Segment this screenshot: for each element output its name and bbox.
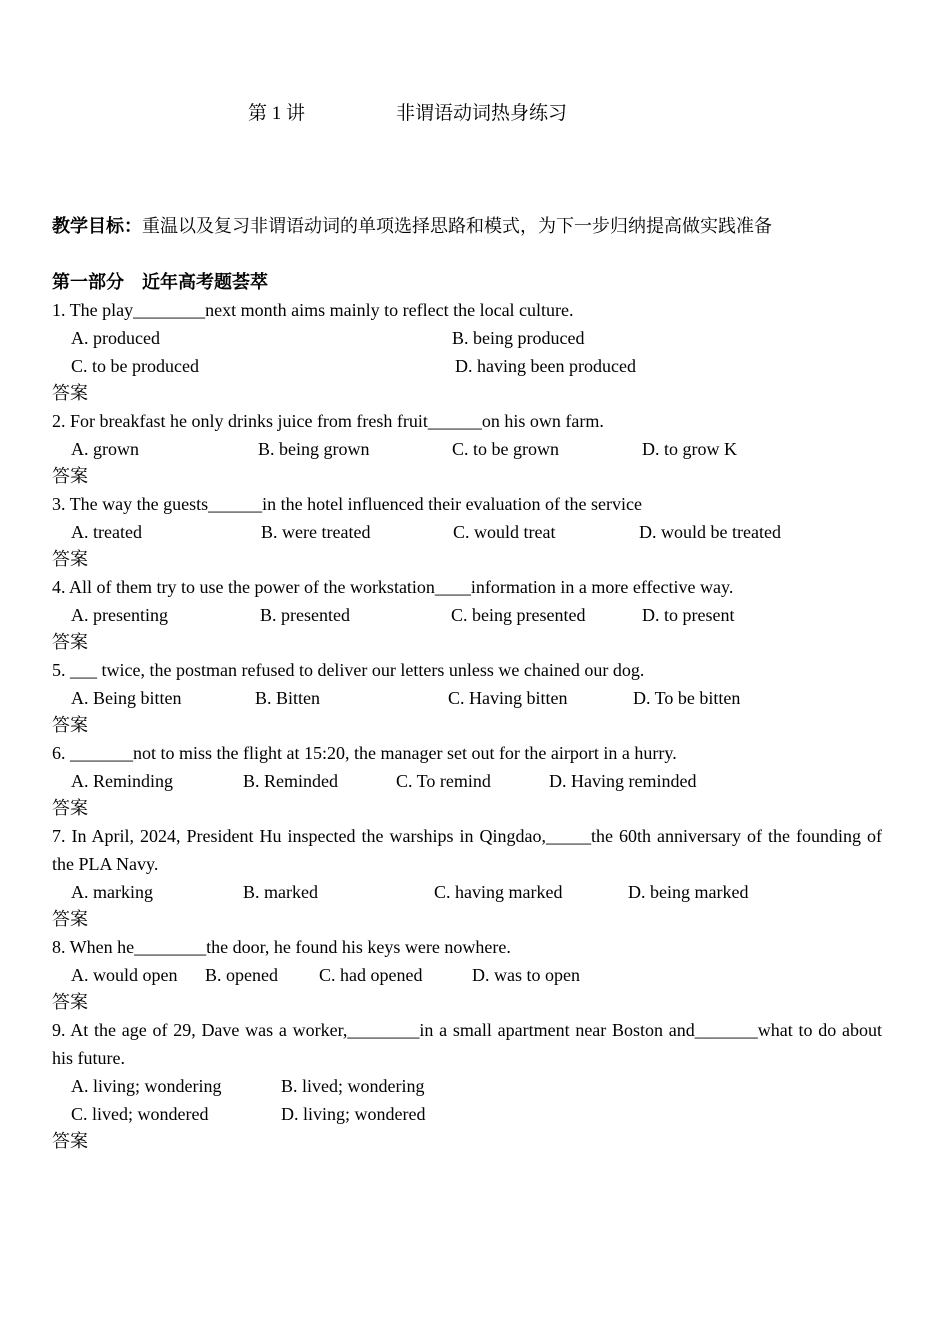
option-c: C. would treat bbox=[453, 522, 556, 542]
option-a: A. marking bbox=[71, 882, 153, 902]
question-stem: 7. In April, 2024, President Hu inspected the warships in Qingdao,_____the 60th anniversary of the founding of the PLA Navy. bbox=[52, 826, 882, 874]
question-stem: 4. All of them try to use the power of the workstation____information in a more effective way. bbox=[52, 577, 734, 597]
option-d: D. would be treated bbox=[639, 522, 781, 542]
option-c: C. To remind bbox=[396, 771, 491, 791]
option-b: B. being grown bbox=[258, 439, 370, 459]
option-a: A. treated bbox=[71, 522, 142, 542]
option-d: D. to grow K bbox=[642, 439, 737, 459]
option-b: B. presented bbox=[260, 605, 350, 625]
option-b: B. lived; wondering bbox=[281, 1076, 425, 1096]
option-b: B. Reminded bbox=[243, 771, 338, 791]
option-a: A. would open bbox=[71, 965, 178, 985]
page-title bbox=[248, 98, 567, 125]
option-c: C. Having bitten bbox=[448, 688, 568, 708]
option-b: B. were treated bbox=[261, 522, 371, 542]
answer-label: 答案 bbox=[52, 632, 88, 652]
teaching-goal-label: 教学目标： bbox=[52, 216, 142, 236]
answer-label: 答案 bbox=[52, 909, 88, 929]
answer-label: 答案 bbox=[52, 466, 88, 486]
answer-label: 答案 bbox=[52, 1131, 88, 1151]
question-options bbox=[52, 435, 882, 463]
option-d: D. was to open bbox=[472, 965, 580, 985]
question-stem: 2. For breakfast he only drinks juice from fresh fruit______on his own farm. bbox=[52, 411, 604, 431]
answer-label: 答案 bbox=[52, 992, 88, 1012]
question-stem: 1. The play________next month aims mainly to reflect the local culture. bbox=[52, 300, 574, 320]
question-options bbox=[52, 324, 882, 352]
option-d: D. Having reminded bbox=[549, 771, 697, 791]
question-options bbox=[52, 518, 882, 546]
question-stem: 8. When he________the door, he found his keys were nowhere. bbox=[52, 937, 511, 957]
option-b: B. Bitten bbox=[255, 688, 321, 708]
question-options bbox=[52, 601, 882, 629]
option-b: B. marked bbox=[243, 882, 318, 902]
answer-label: 答案 bbox=[52, 383, 88, 403]
option-d: D. living; wondered bbox=[281, 1104, 426, 1124]
section-heading: 第一部分 近年高考题荟萃 bbox=[52, 272, 268, 292]
answer-label: 答案 bbox=[52, 715, 88, 735]
question-list bbox=[52, 268, 882, 1155]
option-d: D. being marked bbox=[628, 882, 749, 902]
answer-label: 答案 bbox=[52, 798, 88, 818]
option-a: A. grown bbox=[71, 439, 139, 459]
question-options bbox=[52, 352, 882, 380]
option-c: C. lived; wondered bbox=[71, 1104, 209, 1124]
question-options bbox=[52, 1100, 882, 1128]
option-c: C. being presented bbox=[451, 605, 586, 625]
option-a: A. Being bitten bbox=[71, 688, 182, 708]
option-d: D. to present bbox=[642, 605, 735, 625]
option-d: D. having been produced bbox=[455, 356, 636, 376]
option-a: A. produced bbox=[71, 328, 160, 348]
question-options bbox=[52, 767, 882, 795]
question-options bbox=[52, 878, 882, 906]
question-stem: 6. _______not to miss the flight at 15:20, the manager set out for the airport in a hurry. bbox=[52, 743, 677, 763]
lesson-topic: 非谓语动词热身练习 bbox=[396, 103, 568, 124]
option-b: B. being produced bbox=[452, 328, 585, 348]
answer-label: 答案 bbox=[52, 549, 88, 569]
question-options bbox=[52, 684, 882, 712]
question-options bbox=[52, 961, 882, 989]
teaching-goal bbox=[52, 212, 772, 238]
question-options bbox=[52, 1072, 882, 1100]
option-d: D. To be bitten bbox=[633, 688, 741, 708]
option-b: B. opened bbox=[205, 965, 278, 985]
option-a: A. living; wondering bbox=[71, 1076, 222, 1096]
lesson-number: 第 1 讲 bbox=[248, 103, 306, 124]
option-c: C. to be produced bbox=[71, 356, 199, 376]
question-stem: 3. The way the guests______in the hotel influenced their evaluation of the service bbox=[52, 494, 642, 514]
question-stem: 5. ___ twice, the postman refused to deliver our letters unless we chained our dog. bbox=[52, 660, 645, 680]
option-c: C. to be grown bbox=[452, 439, 559, 459]
teaching-goal-text: 重温以及复习非谓语动词的单项选择思路和模式，为下一步归纳提高做实践准备 bbox=[142, 216, 772, 236]
option-a: A. Reminding bbox=[71, 771, 173, 791]
question-stem: 9. At the age of 29, Dave was a worker,________in a small apartment near Boston and_______what to do about his future. bbox=[52, 1020, 882, 1068]
option-c: C. having marked bbox=[434, 882, 563, 902]
option-a: A. presenting bbox=[71, 605, 168, 625]
option-c: C. had opened bbox=[319, 965, 423, 985]
